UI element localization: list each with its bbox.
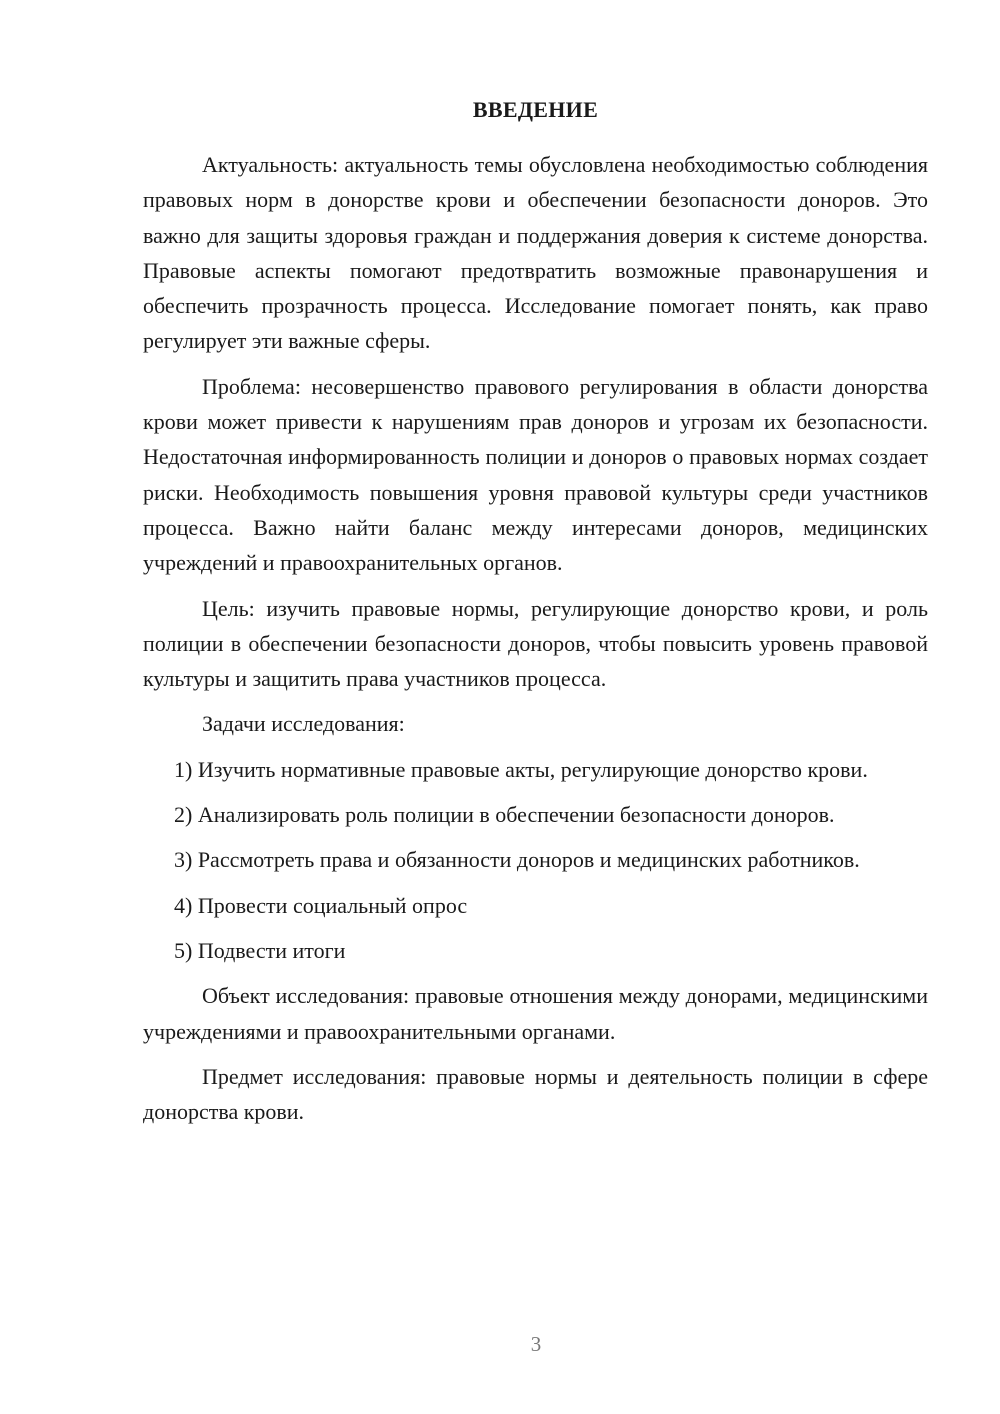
section-heading: ВВЕДЕНИЕ <box>472 97 599 122</box>
page-number: 3 <box>530 1332 542 1356</box>
object-paragraph: Объект исследования: правовые отношения между донорами, медицинскими учреждениями и правоохранительными органами. <box>143 983 928 1044</box>
task-item: 3) Рассмотреть права и обязанности доноров и медицинских работников. <box>174 847 860 873</box>
task-item: 1) Изучить нормативные правовые акты, регулирующие донорство крови. <box>174 756 868 782</box>
goal-paragraph: Цель: изучить правовые нормы, регулирующие донорство крови, и роль полиции в обеспечении безопасности доноров, чтобы повысить уровень правовой культуры и защитить права участников процесса. <box>143 595 928 692</box>
subject-paragraph: Предмет исследования: правовые нормы и деятельность полиции в сфере донорства крови. <box>143 1063 928 1125</box>
document-page <box>143 95 928 1139</box>
relevance-paragraph: Актуальность: актуальность темы обусловлена необходимостью соблюдения правовых норм в донорстве крови и обеспечении безопасности доноров. Это важно для защиты здоровья граждан и поддержания доверия к системе донорства. Правовые аспекты помогают предотвратить возможные правонарушения и обеспечить прозрачность процесса. Исследование помогает понять, как право регулирует эти важные сферы. <box>143 152 928 354</box>
problem-paragraph: Проблема: несовершенство правового регулирования в области донорства крови может привести к нарушениям прав доноров и угрозам их безопасности. Недостаточная информированность полиции и доноров о правовых нормах создает риски. Необходимость повышения уровня правовой культуры среди участников процесса. Важно найти баланс между интересами доноров, медицинских учреждений и правоохранительных органов. <box>143 373 928 576</box>
tasks-intro: Задачи исследования: <box>202 711 405 737</box>
task-item: 2) Анализировать роль полиции в обеспечении безопасности доноров. <box>174 802 835 828</box>
task-item: 4) Провести социальный опрос <box>174 892 468 918</box>
task-item: 5) Подвести итоги <box>174 937 346 963</box>
